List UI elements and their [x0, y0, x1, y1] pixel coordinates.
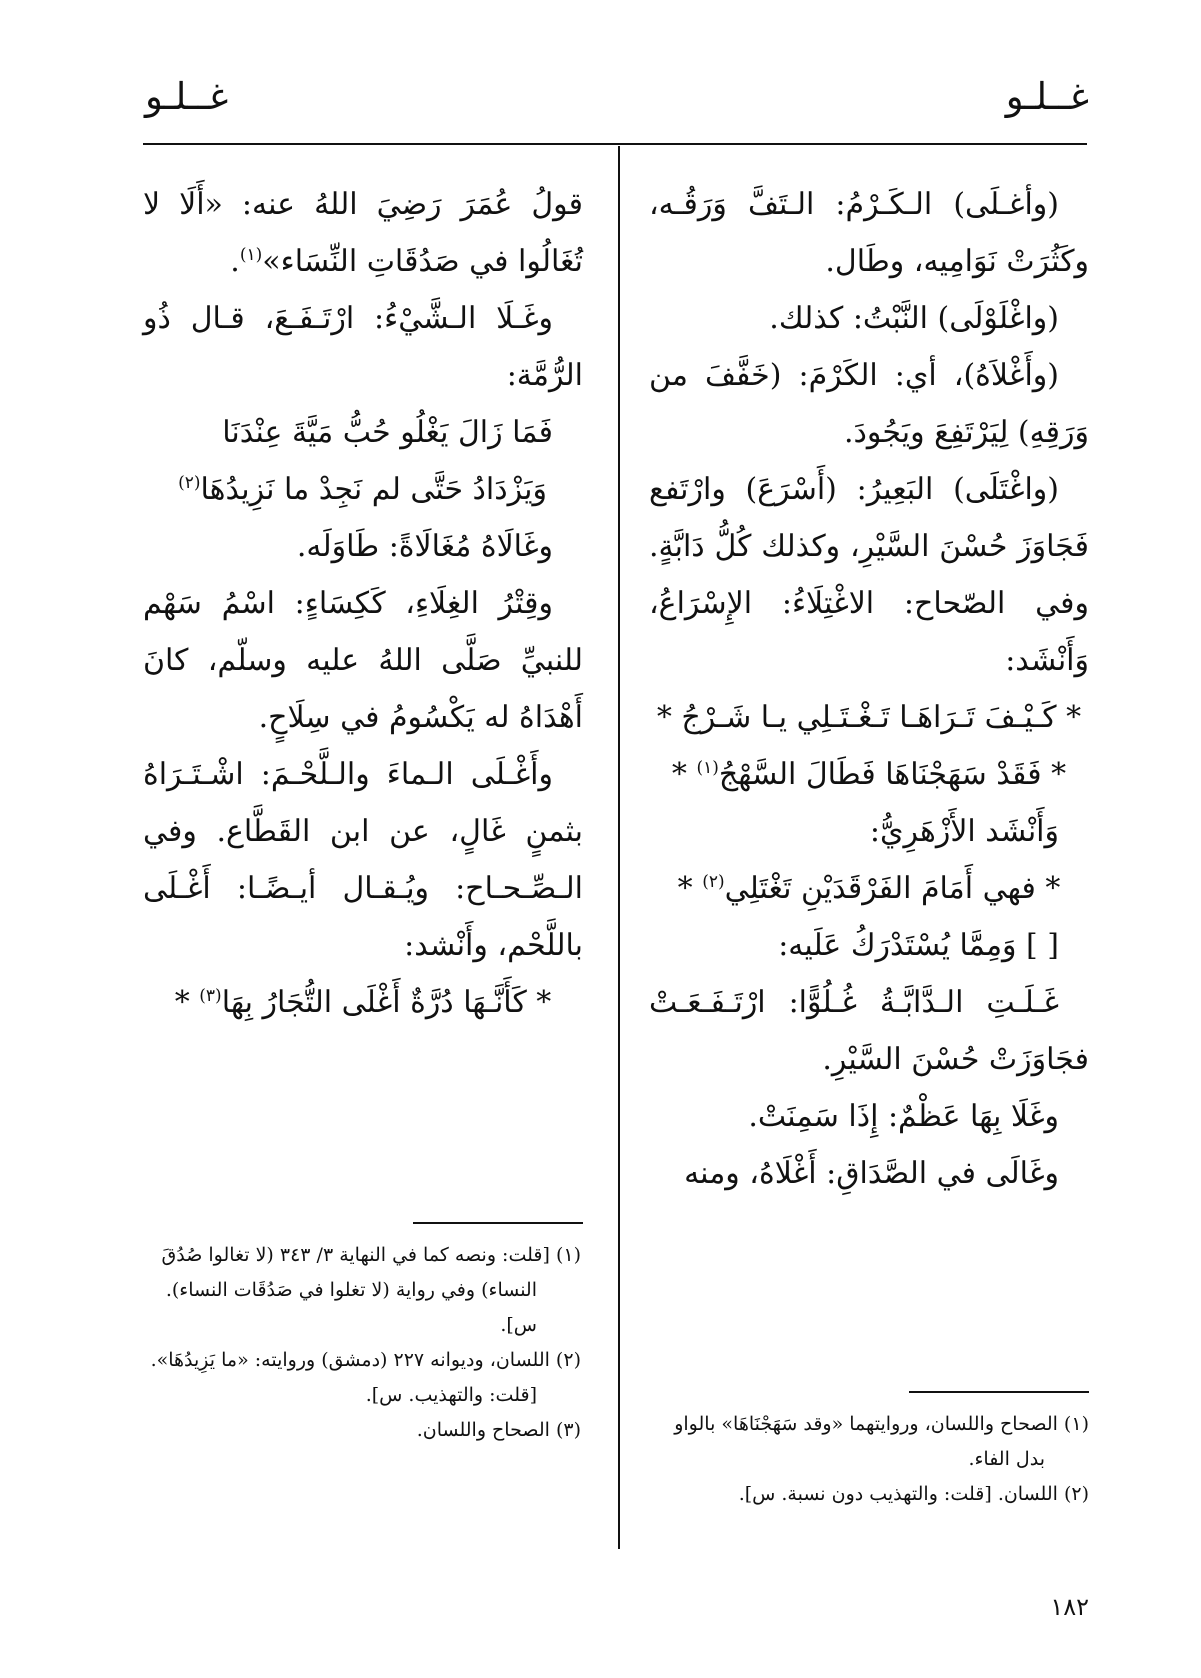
- entry-line: وأَغْـلَى الـماءَ والـلَّحْـمَ: اشْـتَـرَاهُ بثمنٍ غَالٍ، عن ابن القَطَّاع. وفي الـصِّـحـاح: ويُـقـال أيـضًـا: أَغْـلَى باللَّحْم، وأَنْشد:: [143, 757, 583, 963]
- footnote: (٣) الصحاح واللسان.: [416, 1419, 581, 1441]
- footnote: (١) [قلت: ونصه كما في النهاية ٣/ ٣٤٣ (لا تغالوا صُدُقَ النساء) وفي رواية (لا تغلوا في صَدُقَات النساء). س].: [161, 1244, 581, 1336]
- verse-line: * فهي أَمَامَ الفَرْقَدَيْنِ تَغْتَلِي$^{(٢)}$ *: [677, 871, 1061, 906]
- footnote-marker: (٢): [702, 872, 725, 892]
- entry-line: (وأَغْلاَهُ)، أي: الكَرْمَ: (خَفَّفَ من وَرَقِهِ) لِيَرْتَفِعَ ويَجُودَ.: [649, 358, 1089, 450]
- verse-line: وَيَزْدَادُ حَتَّى لم نَجِدْ ما نَزِيدُهَا$^{(٢)}$: [178, 472, 547, 507]
- verse-line: * فَقَدْ سَهَجْنَاهَا فَطَالَ السَّهْجُ$^{(١)}$ *: [671, 757, 1067, 792]
- footnote-marker: (٣): [199, 986, 222, 1006]
- column-divider: [618, 146, 620, 1549]
- entry-line: (وأغـلَى) الـكَـرْمُ: الـتَفَّ وَرَقُـه، وكَثُرَتْ نَوَامِيه، وطَال.: [649, 187, 1089, 279]
- entry-line: (واغْتَلَى) البَعِيرُ: (أَسْرَعَ) وارْتَفع فَجَاوَزَ حُسْنَ السَّيْرِ، وكذلك كُلُّ دَابَّةٍ. وفي الصّحاح: الاغْتِلَاءُ: الإِسْرَاعُ، وَأَنْشَد:: [649, 472, 1089, 678]
- entry-line: [ ] وَمِمَّا يُسْتَدْرَكُ عَلَيه:: [778, 928, 1059, 963]
- entry-line: وغَـلَا الـشَّيْءُ: ارْتَـفَـعَ، قـال ذُو الرُّمَّة:: [143, 301, 583, 393]
- header-word-right: غــلـو: [1005, 75, 1089, 118]
- footnote-rule-right: [909, 1391, 1089, 1393]
- entry-line: وغَالَى في الصَّدَاقِ: أَغْلَاهُ، ومنه: [684, 1156, 1059, 1191]
- footnote: [قلت: والتهذيب. س].: [365, 1384, 537, 1406]
- entry-line: وغَلَا بِهَا عَظْمٌ: إِذَا سَمِنَتْ.: [748, 1099, 1059, 1134]
- left-column: [143, 176, 583, 1031]
- footnote-marker: (٢): [178, 473, 201, 493]
- header-rule: [143, 143, 1087, 145]
- header-word-left: غــلـو: [145, 75, 229, 118]
- footnotes-left: [141, 1238, 581, 1448]
- right-column: [649, 176, 1089, 1202]
- footnote: (٢) اللسان، وديوانه ٢٢٧ (دمشق) وروايته: «ما يَزِيدُهَا».: [150, 1349, 581, 1371]
- entry-line: قولُ عُمَرَ رَضِيَ اللهُ عنه: «أَلَا لا تُغَالُوا في صَدُقَاتِ النِّسَاء»$^{(١)}$.: [143, 187, 583, 279]
- entry-line: وقِتْرُ الغِلَاءِ، كَكِسَاءٍ: اسْمُ سَهْم للنبيِّ صَلَّى اللهُ عليه وسلّم، كانَ أَهْدَاهُ له يَكْسُومُ في سِلَاحٍ.: [143, 586, 583, 735]
- entry-line: وَأَنْشَد الأَزْهَرِيُّ:: [869, 814, 1059, 849]
- footnotes-right: [644, 1407, 1089, 1512]
- footnote: (١) الصحاح واللسان، وروايتهما «وقد سَهَجْنَاهَا» بالواو بدل الفاء.: [674, 1413, 1089, 1470]
- verse-line: فَمَا زَالَ يَغْلُو حُبُّ مَيَّةَ عِنْدَنَا: [222, 415, 553, 450]
- verse-line: * كَـيْـفَ تَـرَاهَـا تَـغْـتَـلِي يـا شَـرْجُ *: [656, 700, 1082, 735]
- footnote: (٢) اللسان. [قلت: والتهذيب دون نسبة. س].: [738, 1483, 1089, 1505]
- footnote-marker: (١): [696, 758, 719, 778]
- entry-line: غَـلَـتِ الـدَّابَّـةُ غُـلُوًّا: ارْتَـفَـعَـتْ فجَاوَزَتْ حُسْنَ السَّيْرِ.: [649, 985, 1089, 1077]
- page-number: ١٨٢: [1050, 1593, 1089, 1621]
- verse-line: * كَأَنَّـهَا دُرَّةٌ أَغْلَى التُّجَارُ بِهَا$^{(٣)}$ *: [174, 985, 552, 1020]
- entry-line: وغَالَاهُ مُغَالَاةً: طَاوَلَه.: [296, 529, 553, 564]
- footnote-marker: (١): [239, 245, 263, 265]
- footnote-rule-left: [413, 1222, 583, 1224]
- entry-line: (واغْلَوْلَى) النَّبْتُ: كذلك.: [769, 301, 1059, 336]
